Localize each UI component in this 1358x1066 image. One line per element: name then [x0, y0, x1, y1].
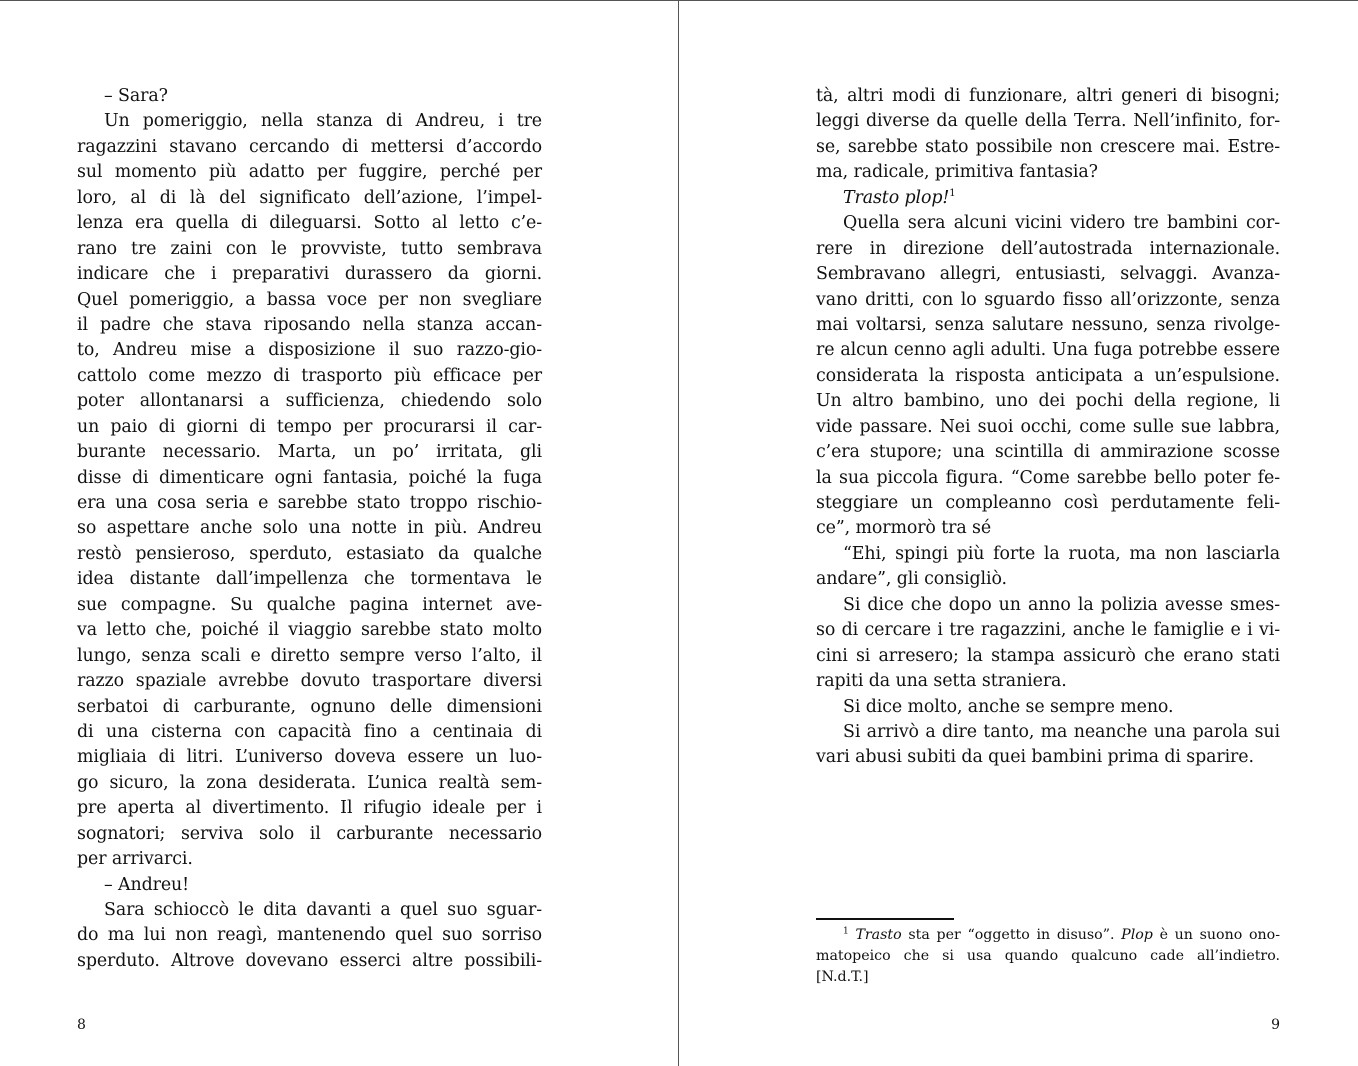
text-line: un paio di giorni di tempo per procurarsi il car- [77, 416, 542, 437]
text-line [816, 186, 1280, 211]
text-line: rano tre zaini con le provviste, tutto sembrava [77, 238, 542, 259]
text-line: sue compagne. Su qualche pagina internet ave- [77, 594, 542, 615]
footnote-line: [N.d.T.] [816, 969, 869, 985]
text-line: rapiti da una setta straniera. [816, 671, 1067, 692]
text-line: cini si arresero; la stampa assicurò che erano stati [816, 645, 1280, 666]
text-line: pre aperta al divertimento. Il rifugio ideale per i [77, 798, 542, 819]
text-line: il padre che stava riposando nella stanza accan- [77, 314, 542, 335]
italic-phrase: Trasto plop! [843, 187, 950, 208]
text-line: disse di dimenticare ogni fantasia, poiché la fuga [77, 467, 542, 488]
text-line: ma, radicale, primitiva fantasia? [816, 162, 1098, 183]
text-line: era una cosa seria e sarebbe stato troppo rischio- [77, 493, 542, 513]
footnote-line [816, 925, 1280, 946]
text-line: Si dice molto, anche se sempre meno. [843, 696, 1174, 717]
text-line: Sembravano allegri, entusiasti, selvaggi. Avanza- [816, 264, 1280, 285]
text-line: tà, altri modi di funzionare, altri generi di bisogni; [816, 86, 1280, 106]
text-line: burante necessario. Marta, un po’ irritata, gli [77, 442, 542, 463]
left-page [0, 0, 678, 1066]
text-line: cattolo come mezzo di trasporto più efficace per [77, 365, 542, 386]
text-line: sul momento più adatto per fuggire, perché per [77, 162, 542, 183]
footnote-text: sta per “oggetto in disuso”. [901, 927, 1122, 943]
text-line: lenza era quella di dileguarsi. Sotto al letto c’e- [77, 213, 542, 234]
text-line: se, sarebbe stato possibile non crescere mai. Estre- [816, 136, 1280, 157]
text-line: leggi diverse da quelle della Terra. Nell’infinito, for- [816, 111, 1280, 132]
text-line: steggiare un compleanno così perdutamente feli- [816, 493, 1280, 513]
text-line: sperduto. Altrove dovevano esserci altre possibili- [77, 950, 542, 971]
footnote-text: è un suono ono- [1152, 927, 1280, 943]
left-page-body [77, 84, 542, 974]
text-line: – Sara? [104, 86, 168, 106]
footnote [816, 925, 1280, 988]
text-line: Un altro bambino, uno dei pochi della regione, li [816, 391, 1280, 412]
text-line: sognatori; serviva solo il carburante necessario [77, 823, 542, 844]
text-line: razzo spaziale avrebbe dovuto trasportare diversi [77, 671, 542, 692]
text-line: restò pensieroso, sperduto, estasiato da qualche [77, 543, 542, 564]
text-line: Sara schioccò le dita davanti a quel suo sguar- [104, 900, 542, 920]
footnote-reference[interactable]: 1 [949, 187, 956, 199]
text-line: so di cercare i tre ragazzini, anche le famiglie e i vi- [816, 620, 1280, 641]
text-line: mai voltarsi, senza salutare nessuno, senza rivolge- [816, 314, 1280, 335]
footnote-term: Trasto [855, 927, 902, 943]
text-line: Quel pomeriggio, a bassa voce per non svegliare [77, 289, 542, 310]
text-line: do ma lui non reagì, mantenendo quel suo sorriso [77, 925, 542, 946]
text-line: Un pomeriggio, nella stanza di Andreu, i tre [104, 111, 542, 132]
text-line: Si arrivò a dire tanto, ma neanche una parola sui [843, 721, 1280, 742]
footnote-separator [816, 918, 954, 920]
text-line: Quella sera alcuni vicini videro tre bambini cor- [843, 213, 1280, 234]
text-line: rere in direzione dell’autostrada internazionale. [816, 238, 1280, 259]
text-line: migliaia di litri. L’universo doveva essere un luo- [77, 747, 542, 768]
text-line: indicare che i preparativi durassero da giorni. [77, 264, 542, 285]
text-line: considerata la risposta anticipata a un’espulsione. [816, 365, 1280, 386]
footnote-line: matopeico che si usa quando qualcuno cade all’indietro. [816, 948, 1280, 964]
text-line: vide passare. Nei suoi occhi, come sulle sue labbra, [816, 416, 1280, 437]
text-line: va letto che, poiché il viaggio sarebbe stato molto [77, 620, 542, 641]
text-line: poter allontanarsi a sufficienza, chiedendo solo [77, 391, 542, 412]
text-line: andare”, gli consigliò. [816, 569, 1007, 590]
text-line: vano dritti, con lo sguardo fisso all’orizzonte, senza [816, 289, 1280, 310]
text-line: serbatoi di carburante, ognuno delle dimensioni [77, 696, 542, 717]
page-number: 9 [1271, 1017, 1280, 1033]
right-page [679, 0, 1358, 1066]
text-line: to, Andreu mise a disposizione il suo razzo-gio- [77, 340, 542, 361]
text-line: re alcun cenno agli adulti. Una fuga potrebbe essere [816, 340, 1280, 361]
text-line: ce”, mormorò tra sé [816, 518, 992, 539]
text-line: la sua piccola figura. “Come sarebbe bello poter fe- [816, 467, 1280, 488]
text-line: go sicuro, la zona desiderata. L’unica realtà sem- [77, 772, 542, 793]
text-line: “Ehi, spingi più forte la ruota, ma non lasciarla [843, 543, 1280, 564]
text-line: Si dice che dopo un anno la polizia avesse smes- [843, 594, 1280, 615]
text-line: vari abusi subiti da quei bambini prima di sparire. [816, 747, 1254, 768]
text-line: so aspettare anche solo una notte in più. Andreu [77, 518, 542, 539]
text-line: lungo, senza scali e diretto sempre verso l’alto, il [77, 645, 542, 666]
text-line: per arrivarci. [77, 849, 193, 870]
right-page-body [816, 84, 1280, 771]
text-line: loro, al di là del significato dell’azione, l’impel- [77, 187, 542, 208]
text-line: c’era stupore; una scintilla di ammirazione scosse [816, 442, 1280, 463]
page-number: 8 [77, 1017, 86, 1033]
text-line: idea distante dall’impellenza che tormentava le [77, 569, 542, 590]
text-line: – Andreu! [104, 874, 190, 895]
footnote-number: 1 [843, 926, 849, 937]
text-line: ragazzini stavano cercando di mettersi d’accordo [77, 136, 542, 157]
text-line: di una cisterna con capacità fino a centinaia di [77, 721, 542, 742]
footnote-term: Plop [1121, 927, 1153, 943]
